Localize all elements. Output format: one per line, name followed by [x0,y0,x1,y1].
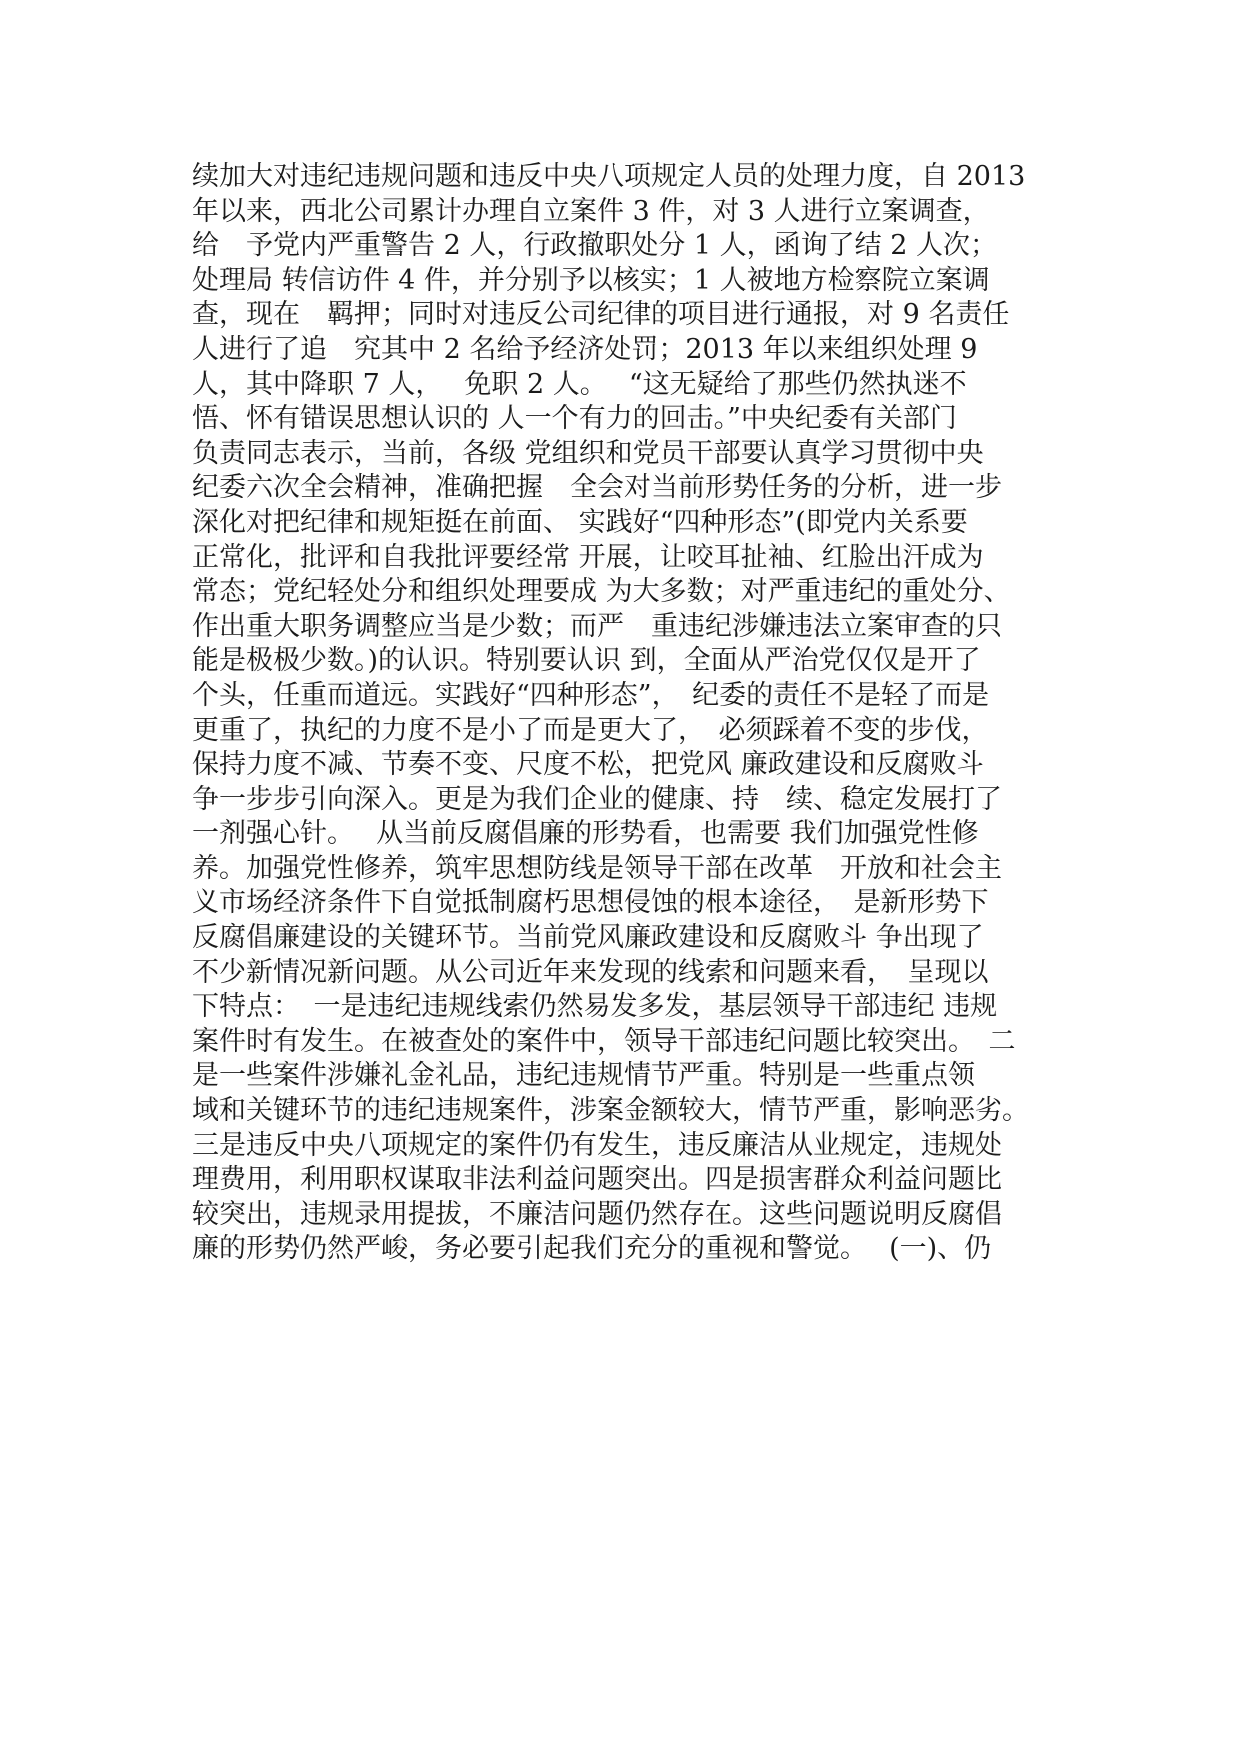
text-line: 义市场经济条件下自觉抵制腐朽思想侵蚀的根本途径， 是新形势下 [192,887,989,919]
text-line: 深化对把纪律和规矩挺在前面、 实践好“四种形态”(即党内关系要 [192,506,968,538]
text-line: 能是极极少数。)的认识。特别要认识 到，全面从严治党仅仅是开了 [192,645,981,677]
text-line: 理费用，利用职权谋取非法利益问题突出。四是损害群众利益问题比 [192,1164,1002,1196]
text-line: 续加大对违纪违规问题和违反中央八项规定人员的处理力度，自 2013 [192,161,1026,192]
text-line: 不少新情况新问题。从公司近年来发现的线索和问题来看， 呈现以 [192,956,989,988]
text-line: 一剂强心针。 从当前反腐倡廉的形势看，也需要 我们加强党性修 [192,818,979,850]
text-line: 保持力度不减、节奏不变、尺度不松，把党风 廉政建设和反腐败斗 [192,749,984,781]
text-line: 人，其中降职 7 人， 免职 2 人。 “这无疑给了那些仍然执迷不 [192,368,967,400]
text-line: 悟、怀有错误思想认识的 人一个有力的回击。”中央纪委有关部门 [192,403,957,435]
text-line: 负责同志表示，当前，各级 党组织和党员干部要认真学习贯彻中央 [192,437,984,469]
text-line: 纪委六次全会精神，准确把握 全会对当前形势任务的分析，进一步 [192,472,1002,504]
text-line: 处理局 转信访件 4 件，并分别予以核实；1 人被地方检察院立案调 [192,264,990,296]
text-line: 更重了，执纪的力度不是小了而是更大了， 必须踩着不变的步伐， [192,714,989,746]
text-line: 三是违反中央八项规定的案件仍有发生，违反廉洁从业规定，违规处 [192,1129,1002,1161]
text-line: 给 予党内严重警告 2 人，行政撤职处分 1 人，函询了结 2 人次； [192,230,998,262]
text-line: 较突出，违规录用提拔，不廉洁问题仍然存在。这些问题说明反腐倡 [192,1198,1002,1230]
text-line: 廉的形势仍然严峻，务必要引起我们充分的重视和警觉。 (一)、仍 [192,1233,992,1265]
text-line: 是一些案件涉嫌礼金礼品，违纪违规情节严重。特别是一些重点领 [192,1060,975,1092]
text-line: 年以来，西北公司累计办理自立案件 3 件，对 3 人进行立案调查， [192,195,990,227]
text-line: 常态；党纪轻处分和组织处理要成 为大多数；对严重违纪的重处分、 [192,576,1011,608]
text-line: 下特点： 一是违纪违规线索仍然易发多发，基层领导干部违纪 违规 [192,991,998,1023]
text-line: 争一步步引向深入。更是为我们企业的健康、持 续、稳定发展打了 [192,783,1002,815]
text-line: 养。加强党性修养，筑牢思想防线是领导干部在改革 开放和社会主 [192,852,1002,884]
text-line: 作出重大职务调整应当是少数；而严 重违纪涉嫌违法立案审查的只 [192,610,1002,642]
text-line: 人进行了追 究其中 2 名给予经济处罚；2013 年以来组织处理 9 [192,333,978,365]
text-line: 域和关键环节的违纪违规案件，涉案金额较大，情节严重，影响恶劣。 [192,1095,1029,1127]
text-line: 反腐倡廉建设的关键环节。当前党风廉政建设和反腐败斗 争出现了 [192,922,984,954]
body-text [192,160,1072,1267]
text-line: 个头，任重而道远。实践好“四种形态”， 纪委的责任不是轻了而是 [192,679,990,711]
text-line: 正常化，批评和自我批评要经常 开展，让咬耳扯袖、红脸出汗成为 [192,541,984,573]
text-line: 案件时有发生。在被查处的案件中，领导干部违纪问题比较突出。 二 [192,1025,1016,1057]
text-line: 查，现在 羁押；同时对违反公司纪律的项目进行通报，对 9 名责任 [192,299,1010,331]
